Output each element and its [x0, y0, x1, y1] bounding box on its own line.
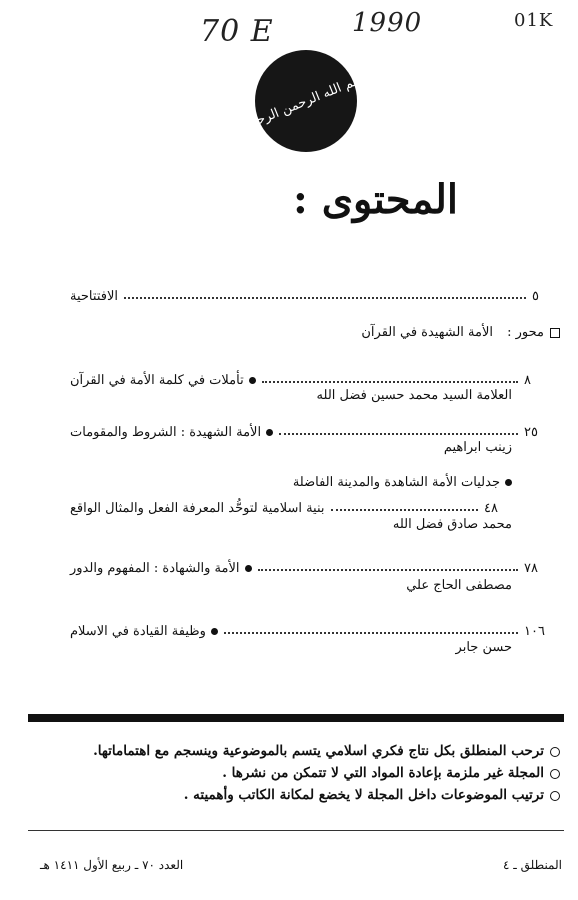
leader-dots [279, 432, 518, 435]
bullet-icon [249, 377, 256, 384]
circle-bullet-icon [550, 791, 560, 801]
toc-item-author: زينب ابراهيم [443, 440, 512, 455]
bullet-icon [245, 565, 252, 572]
note-text: ترتيب الموضوعات داخل المجلة لا يخضع لمكانة الكاتب وأهميته . [183, 787, 544, 803]
toc-item-page: ٨ [524, 373, 531, 388]
bullet-icon [505, 479, 512, 486]
basmala-seal [242, 50, 370, 152]
circle-bullet-icon [550, 769, 560, 779]
leader-dots [331, 508, 478, 511]
toc-item-page: ١٠٦ [524, 624, 545, 639]
handwritten-year: 1990 [352, 8, 423, 38]
note-text: المجلة غير ملزمة بإعادة المواد التي لا تتمكن من نشرها . [222, 765, 544, 781]
basmala-text: بسم الله الرحمن الرحيم [242, 69, 370, 133]
toc-item-title: الأمة والشهادة : المفهوم والدور [70, 561, 240, 576]
section-divider [28, 714, 564, 722]
handwritten-code: 70 E [200, 14, 274, 49]
square-bullet-icon [550, 328, 560, 338]
toc-item-3 [70, 494, 512, 516]
toc-theme [361, 325, 560, 340]
page-title: المحتوى : [293, 176, 458, 223]
toc-item-author: محمد صادق فضل الله [392, 517, 512, 532]
note-text: ترحب المنطلق بكل نتاج فكري اسلامي يتسم بالموضوعية وينسجم مع اهتماماتها. [93, 743, 544, 759]
footer-divider [28, 830, 564, 831]
toc-item-title: الأمة الشهيدة : الشروط والمقومات [70, 425, 262, 440]
toc-editorial [70, 282, 560, 304]
toc-item-page: ٤٨ [484, 501, 498, 516]
toc-editorial-title: الافتتاحية [70, 289, 118, 304]
toc-item-title: وظيفة القيادة في الاسلام [70, 624, 206, 639]
toc-theme-title: الأمة الشهيدة في القرآن [361, 325, 493, 340]
toc-editorial-page: ٥ [532, 289, 539, 304]
toc-item-author: العلامة السيد محمد حسين فضل الله [316, 388, 512, 403]
toc-item-author: مصطفى الحاج علي [406, 578, 512, 593]
footer-page-label: المنطلق ـ ٤ [503, 858, 562, 872]
toc-item-subtitle: بنية اسلامية لتوحُّد المعرفة الفعل والمثال الواقع [70, 501, 325, 516]
toc-item-3-title [293, 475, 512, 490]
note-item [93, 762, 560, 784]
circle-bullet-icon [550, 747, 560, 757]
leader-dots [124, 296, 526, 299]
toc-item-2 [70, 418, 552, 440]
toc-item-page: ٢٥ [524, 425, 538, 440]
note-item [93, 784, 560, 806]
toc-item-title: جدليات الأمة الشاهدة والمدينة الفاضلة [292, 475, 500, 490]
toc-item-4 [70, 554, 552, 576]
toc-item-page: ٧٨ [524, 561, 538, 576]
footer-issue-label: العدد ٧٠ ـ ربيع الأول ١٤١١ هـ [40, 858, 184, 872]
toc-item-5 [70, 617, 552, 639]
bullet-icon [266, 429, 273, 436]
leader-dots [224, 631, 518, 634]
handwritten-mark: 01K [514, 10, 554, 31]
leader-dots [262, 380, 518, 383]
toc-item-title: تأملات في كلمة الأمة في القرآن [70, 373, 244, 388]
toc-theme-label: محور : [507, 325, 544, 340]
toc-item-author: حسن جابر [455, 640, 512, 655]
bullet-icon [211, 628, 218, 635]
editorial-notes [93, 740, 560, 806]
leader-dots [258, 568, 518, 571]
toc-item-1 [70, 366, 552, 388]
note-item [93, 740, 560, 762]
